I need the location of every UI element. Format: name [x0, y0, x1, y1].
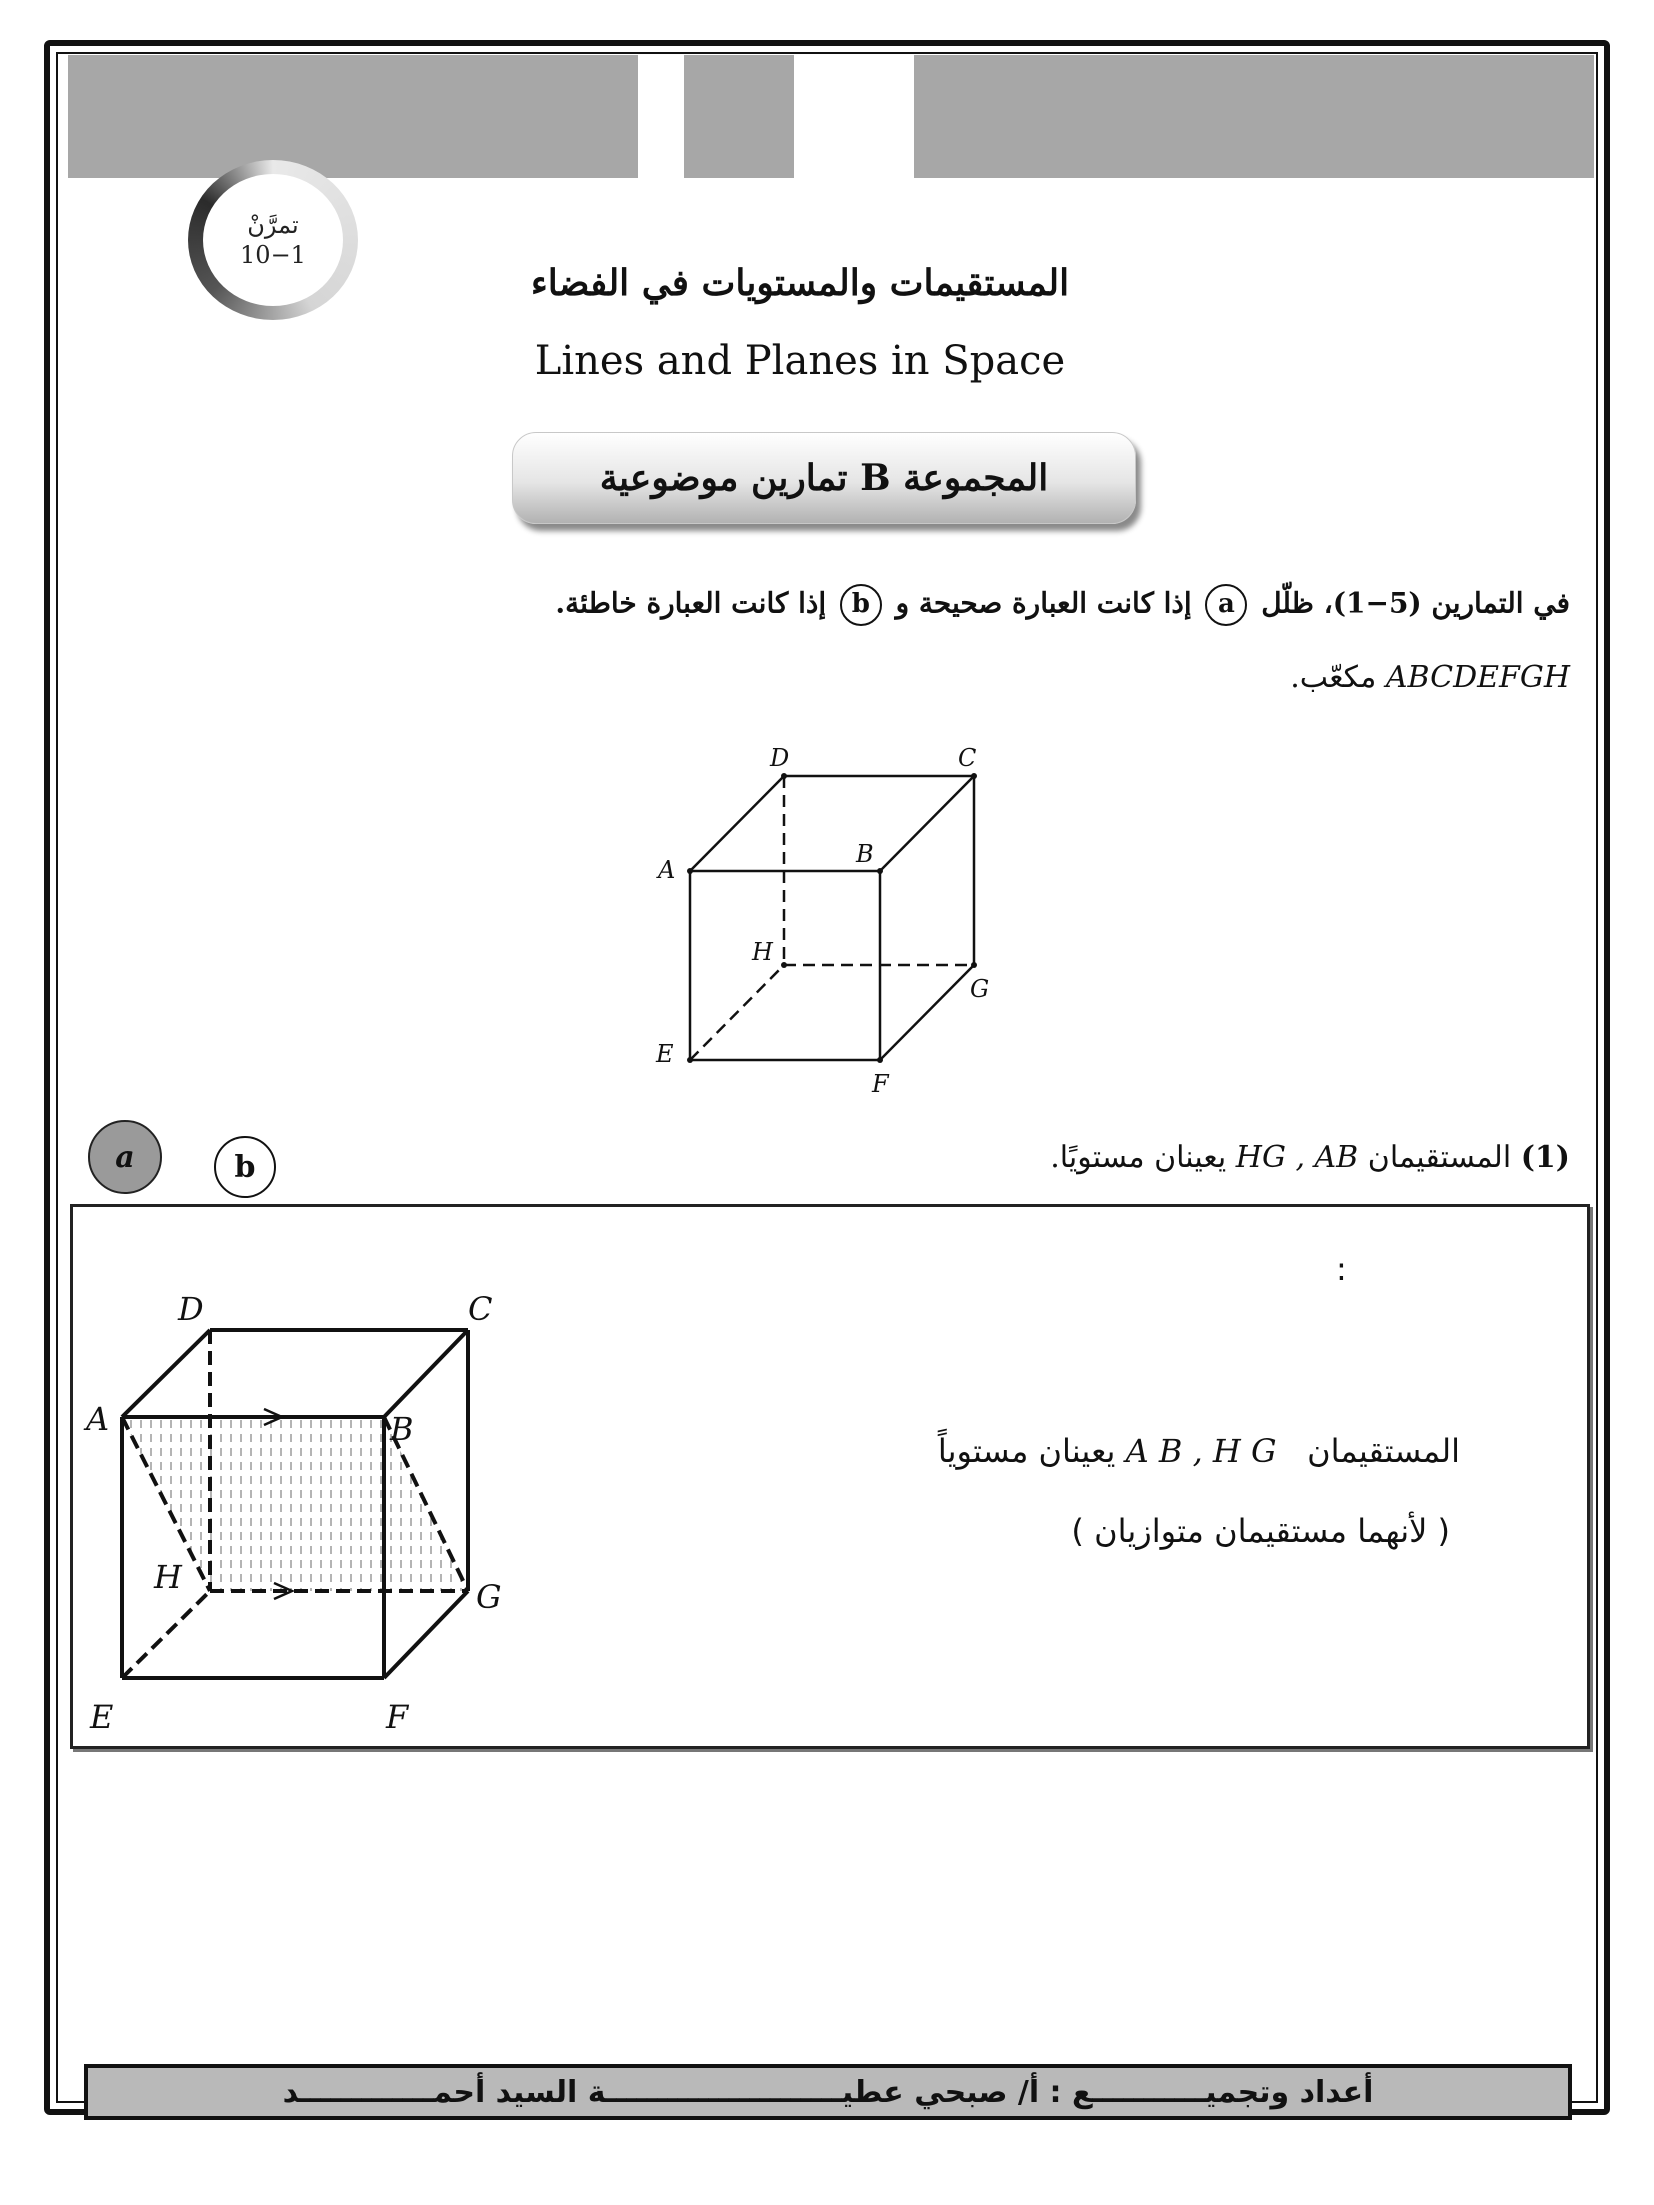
answer-option-b-label: b [234, 1149, 256, 1185]
page-title-english: Lines and Planes in Space [534, 338, 1066, 384]
question-1-text-before: المستقيمان [1367, 1140, 1512, 1175]
badge-number: 10−1 [240, 241, 306, 269]
label-D: D [770, 744, 790, 772]
sol-label-B: B [390, 1410, 414, 1448]
answer-option-b[interactable] [214, 1136, 276, 1198]
label-C: C [958, 744, 977, 772]
question-1-number: (1) [1520, 1140, 1570, 1175]
label-B: B [856, 840, 874, 868]
header-band-middle [684, 55, 794, 178]
solution-line-1 [860, 1432, 1460, 1470]
badge-word: تمرَّنْ [247, 211, 299, 239]
question-1-text-after: يعينان مستويًا. [1050, 1140, 1227, 1175]
instructions-option-a: a [1205, 584, 1247, 626]
exercise-badge [188, 160, 358, 320]
group-heading-text: المجموعة B تمارين موضوعية [599, 457, 1049, 499]
cube-word: مكعّب. [1290, 660, 1377, 695]
sol-label-G: G [476, 1578, 502, 1616]
sol-label-F: F [386, 1698, 409, 1736]
edge-EH [690, 965, 784, 1060]
solution-line-1-before: المستقيمان [1307, 1432, 1460, 1470]
sol-edge-EH [122, 1591, 210, 1678]
sol-label-H: H [154, 1558, 182, 1596]
answer-option-a-label: a [115, 1139, 135, 1175]
answer-option-a[interactable] [88, 1120, 162, 1194]
sol-edge-BC [384, 1330, 468, 1417]
header-band-left [68, 55, 638, 178]
edge-FG [880, 965, 974, 1060]
cube-statement [1290, 660, 1570, 695]
footer-text: أعداد وتجميـــــــــــع : أ/ صبحي عطيـــــــــــــــــــــــة السيد أحمـــــــــــــد [282, 2074, 1374, 2110]
question-1-lines: HG , AB [1235, 1140, 1359, 1175]
page-title-arabic: المستقيمات والمستويات في الفضاء [530, 262, 1070, 304]
solution-line-1-after: يعينان مستوياً [937, 1432, 1116, 1470]
instructions-option-b: b [840, 584, 882, 626]
label-A: A [658, 856, 676, 884]
group-heading [512, 432, 1136, 524]
sol-label-E: E [90, 1698, 114, 1736]
label-G: G [970, 975, 990, 1003]
cube-diagram [640, 740, 1020, 1110]
header-band-right [914, 55, 1594, 178]
label-E: E [656, 1040, 674, 1068]
sol-label-A: A [86, 1400, 110, 1438]
cube-name: ABCDEFGH [1385, 660, 1570, 695]
solution-cube-diagram [76, 1280, 516, 1740]
sol-label-D: D [178, 1290, 204, 1328]
instructions [555, 584, 1570, 626]
instructions-part2: إذا كانت العبارة صحيحة و [895, 586, 1192, 620]
solution-line-2: ( لأنهما مستقيمان متوازيان ) [1071, 1512, 1450, 1550]
solution-colon: : [1336, 1250, 1347, 1288]
question-1 [1050, 1140, 1570, 1175]
instructions-part3: إذا كانت العبارة خاطئة. [555, 586, 827, 620]
sol-edge-FG [384, 1591, 468, 1678]
solution-line-1-lines: A B , H G [1125, 1432, 1277, 1470]
label-H: H [752, 938, 773, 966]
instructions-part1: في التمارين (5−1)، ظلّل [1261, 586, 1570, 620]
sol-label-C: C [468, 1290, 493, 1328]
edge-AD [690, 776, 784, 871]
footer-credit [84, 2064, 1572, 2120]
label-F: F [872, 1070, 889, 1098]
edge-BC [880, 776, 974, 871]
sol-edge-AD [122, 1330, 210, 1417]
